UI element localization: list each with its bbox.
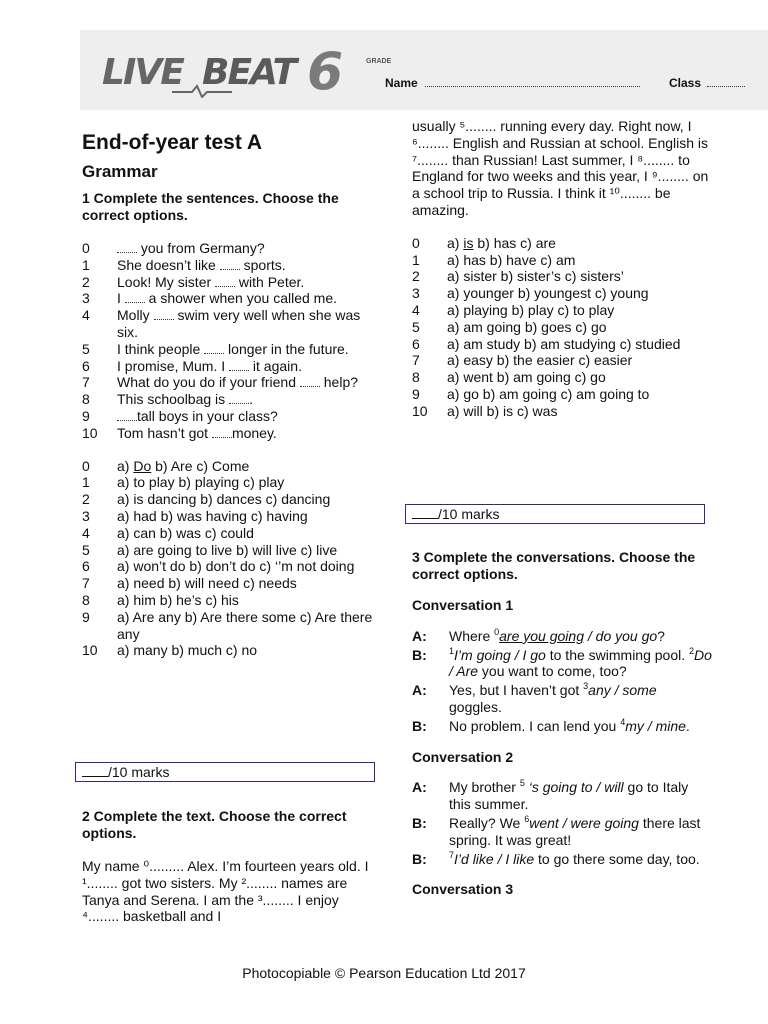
option-row	[412, 235, 712, 252]
logo-grade-label: GRADE	[366, 58, 392, 65]
item-number: 9	[82, 407, 90, 424]
ex2-options	[412, 235, 712, 420]
sentence-row	[82, 358, 382, 375]
answer-blank[interactable]	[229, 392, 249, 404]
option-text: a) younger b) youngest c) young	[447, 285, 649, 302]
ex1-options	[82, 458, 382, 660]
answer-blank[interactable]	[212, 426, 232, 438]
sentence-row	[82, 374, 382, 391]
item-number: 7	[412, 352, 420, 369]
score-blank[interactable]	[412, 506, 438, 519]
sentence-row	[82, 341, 382, 358]
option-row	[82, 642, 382, 659]
sentence-row	[82, 425, 382, 442]
ex3-instruction: 3 Complete the conversations. Choose the correct options.	[412, 549, 696, 582]
sentence-text: I think people longer in the future.	[117, 340, 349, 357]
option-text: a) Are any b) Are there some c) Are there any	[117, 608, 373, 642]
item-number: 9	[412, 385, 420, 402]
option-row	[412, 386, 712, 403]
option-text: a) is dancing b) dances c) dancing	[117, 491, 331, 508]
item-number: 2	[82, 273, 90, 290]
sentence-text: I a shower when you called me.	[117, 290, 337, 307]
option-row	[412, 336, 712, 353]
conv-line: A: My brother $^5$ ‘s going to / will go to Italy this summer.	[412, 778, 689, 813]
footer-copyright: Photocopiable © Pearson Education Ltd 2017	[242, 965, 526, 981]
answer-blank[interactable]	[229, 359, 249, 371]
option-row	[82, 542, 382, 559]
sentence-text: This schoolbag is .	[117, 391, 253, 408]
answer-blank[interactable]	[220, 258, 240, 270]
sentence-row	[82, 307, 382, 341]
item-number: 4	[82, 524, 90, 541]
option-text: a) playing b) play c) to play	[447, 301, 615, 318]
conv1-title: Conversation 1	[412, 597, 514, 613]
item-number: 6	[82, 357, 90, 374]
option-row	[412, 352, 712, 369]
option-text: a) sister b) sister’s c) sisters’	[447, 268, 624, 285]
answer-blank[interactable]	[204, 342, 224, 354]
option-text: a) went b) am going c) go	[447, 369, 606, 386]
item-number: 2	[82, 491, 90, 508]
item-number: 5	[412, 318, 420, 335]
ex2-text-part2: usually ⁵........ running every day. Right now, I ⁶........ English and Russian at school. English is ⁷........ than Russian! Last summer, I ⁸........ to England for two weeks and this year, I ⁹........ on a school trip to Russia. I think it ¹⁰........ be amazing.	[412, 118, 709, 218]
item-number: 4	[82, 307, 90, 324]
option-row	[412, 302, 712, 319]
livebeat-logo	[102, 42, 402, 102]
item-number: 5	[82, 340, 90, 357]
section-title: Grammar	[82, 162, 158, 181]
ex1-sentences	[82, 240, 382, 442]
answer-example: is	[463, 234, 474, 251]
name-label: Name	[385, 76, 418, 90]
class-label: Class	[669, 76, 702, 90]
item-number: 6	[412, 335, 420, 352]
item-number: 1	[82, 256, 90, 273]
option-row	[82, 474, 382, 491]
item-number: 0	[82, 457, 90, 474]
logo-grade-number: 6	[307, 42, 344, 102]
option-row	[82, 508, 382, 525]
answer-blank[interactable]	[300, 375, 320, 387]
option-text: a) can b) was c) could	[117, 524, 254, 541]
item-number: 0	[82, 240, 90, 256]
sentence-text: Molly swim very well when she was six.	[117, 307, 361, 340]
answer-blank[interactable]	[125, 291, 145, 303]
option-row	[412, 403, 712, 420]
item-number: 7	[82, 374, 90, 391]
conv-line: B: $^1$I’m going / I go to the swimming pool. $^2$Do / Are you want to come, too?	[412, 645, 712, 680]
ex2-text-part1: My name ⁰......... Alex. I’m fourteen years old. I ¹........ got two sisters. My ²........ names are Tanya and Serena. I am the ³........ I enjoy ⁴........ basketball and I	[82, 858, 369, 925]
option-text: a) many b) much c) no	[117, 642, 258, 659]
item-number: 3	[82, 290, 90, 307]
left-column	[82, 130, 382, 659]
option-text: a) has b) have c) am	[447, 251, 576, 268]
page-title: End-of-year test A	[82, 131, 263, 154]
ex2-marks-box[interactable]	[405, 504, 705, 524]
conv3-title: Conversation 3	[412, 881, 514, 898]
option-text: a) easy b) the easier c) easier	[447, 352, 633, 369]
sentence-row	[82, 290, 382, 307]
score-blank[interactable]	[82, 764, 108, 777]
item-number: 8	[82, 591, 90, 608]
item-number: 3	[82, 507, 90, 524]
option-row	[412, 268, 712, 285]
option-row	[82, 525, 382, 542]
sentence-row	[82, 408, 382, 425]
class-field[interactable]	[707, 75, 745, 87]
option-text: a) him b) he’s c) his	[117, 591, 239, 608]
ex3-block	[412, 549, 712, 912]
item-number: 1	[412, 251, 420, 268]
answer-blank[interactable]	[117, 409, 137, 421]
option-text: a) had b) was having c) having	[117, 507, 308, 524]
option-row	[82, 592, 382, 609]
sentence-text: Look! My sister with Peter.	[117, 273, 305, 290]
answer-blank[interactable]	[154, 308, 174, 320]
conv-line: B: $^7$I’d like / I like to go there some day, too.	[412, 849, 700, 867]
conv-line: A: Yes, but I haven’t got $^3$any / some goggles.	[412, 681, 657, 715]
sentence-text: I promise, Mum. I it again.	[117, 357, 302, 374]
item-number: 4	[412, 301, 420, 318]
item-number: 2	[412, 268, 420, 285]
option-text: a) am study b) am studying c) studied	[447, 335, 681, 352]
sentence-row	[82, 391, 382, 408]
option-row	[82, 609, 382, 643]
option-row	[82, 458, 382, 475]
option-row	[412, 252, 712, 269]
ex1-marks-box[interactable]	[75, 762, 375, 782]
item-number: 9	[82, 608, 90, 625]
ex1-instruction: 1 Complete the sentences. Choose the correct options.	[82, 190, 339, 223]
sentence-row	[82, 274, 382, 291]
item-number: 6	[82, 558, 90, 575]
answer-blank[interactable]	[117, 241, 137, 253]
option-row	[82, 558, 382, 575]
conv-line: B: No problem. I can lend you $^4$my / mine.	[412, 716, 690, 734]
sentence-text: you from Germany?	[117, 240, 382, 257]
answer-blank[interactable]	[215, 275, 235, 287]
sentence-text: Tom hasn’t got money.	[117, 424, 277, 441]
option-text: a) go b) am going c) am going to	[447, 385, 650, 402]
option-text: a) Do b) Are c) Come	[117, 457, 250, 474]
pulse-icon	[172, 84, 232, 98]
option-text: a) won’t do b) don’t do c) ‘’m not doing	[117, 558, 355, 575]
item-number: 3	[412, 285, 420, 302]
item-number: 5	[82, 541, 90, 558]
option-text: a) to play b) playing c) play	[117, 474, 285, 491]
logo-live: LIVE	[102, 52, 183, 93]
option-text: a) am going b) goes c) go	[447, 318, 607, 335]
right-column	[412, 118, 712, 420]
item-number: 0	[412, 234, 420, 251]
item-number: 8	[82, 391, 90, 408]
item-number: 7	[82, 575, 90, 592]
option-row	[412, 319, 712, 336]
marks-label: /10 marks	[108, 764, 170, 780]
item-number: 10	[82, 642, 98, 659]
sentence-row	[82, 257, 382, 274]
option-row	[412, 285, 712, 302]
option-text: a) are going to live b) will live c) live	[117, 541, 338, 558]
logo-beat: BEAT	[202, 52, 296, 93]
option-text: a) need b) will need c) needs	[117, 575, 297, 592]
option-text: a) is b) has c) are	[447, 234, 556, 251]
sentence-text: She doesn’t like sports.	[117, 256, 286, 273]
sentence-row	[82, 240, 382, 257]
option-row	[82, 575, 382, 592]
name-field[interactable]	[425, 75, 640, 87]
answer-example: Do	[133, 457, 152, 474]
item-number: 8	[412, 369, 420, 386]
sentence-text: What do you do if your friend help?	[117, 374, 359, 391]
conv-line: A: Where $^0$are you going / do you go?	[412, 626, 665, 644]
marks-label: /10 marks	[438, 506, 500, 522]
ex2-left	[82, 808, 378, 925]
item-number: 10	[82, 424, 98, 441]
header-band	[80, 30, 768, 110]
conv2-title: Conversation 2	[412, 748, 514, 765]
option-row	[412, 369, 712, 386]
option-row	[82, 491, 382, 508]
sentence-text: tall boys in your class?	[117, 408, 382, 425]
option-text: a) will b) is c) was	[447, 402, 558, 419]
item-number: 1	[82, 474, 90, 491]
conv-line: B: Really? We $^6$went / were going there last spring. It was great!	[412, 813, 701, 848]
item-number: 10	[412, 402, 428, 419]
ex2-instruction: 2 Complete the text. Choose the correct options.	[82, 808, 347, 841]
